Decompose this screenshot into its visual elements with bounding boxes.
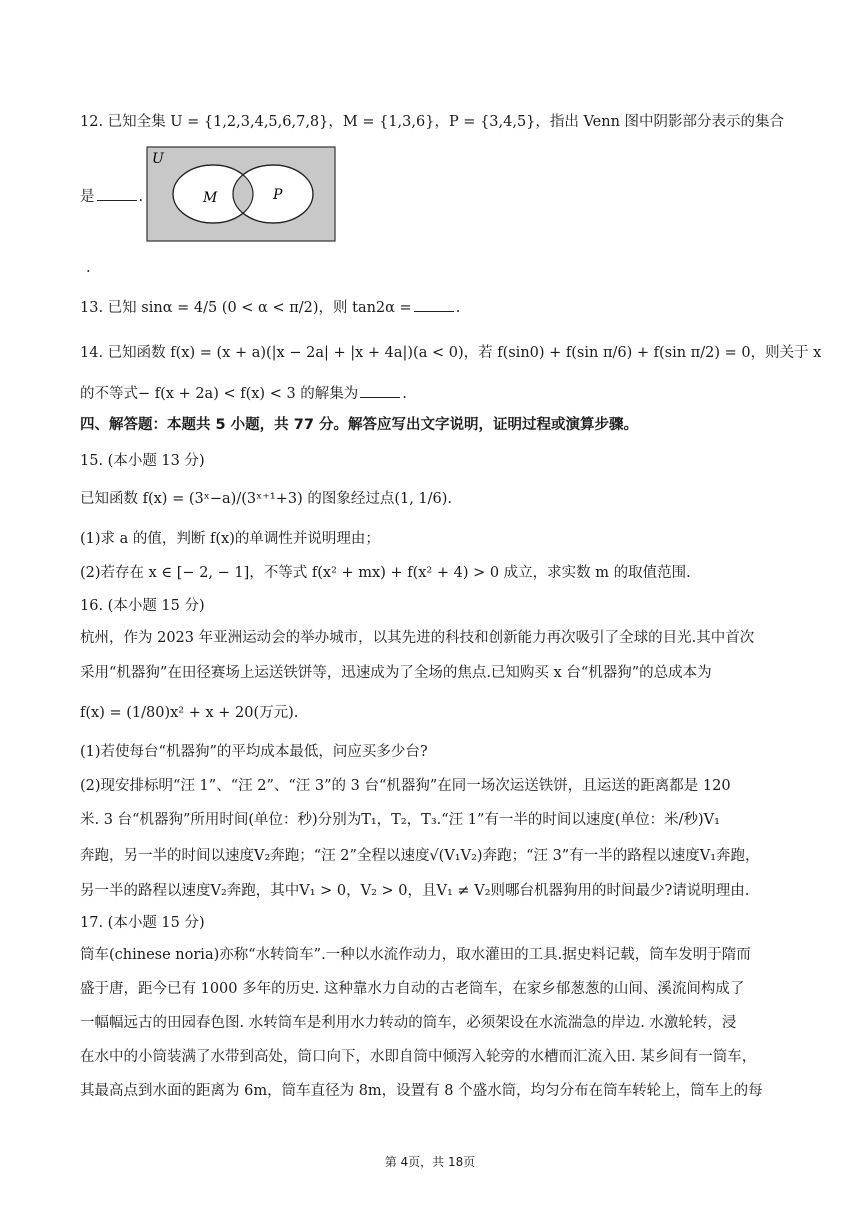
question-12-line-2: 是 . bbox=[80, 186, 143, 207]
question-12-dot: . bbox=[86, 260, 91, 276]
question-17-heading: 17. (本小题 15 分) bbox=[80, 915, 205, 931]
venn-label-p: P bbox=[273, 187, 283, 203]
question-14-line-2: 的不等式− f(x + 2a) < f(x) < 3 的解集为 . bbox=[80, 383, 407, 404]
question-16-line-1: 杭州，作为 2023 年亚洲运动会的举办城市，以其先进的科技和创新能力再次吸引了全球的目光.其中首次 bbox=[80, 630, 755, 646]
question-16-line-2: 采用“机器狗”在田径赛场上运送铁饼等，迅速成为了全场的焦点.已知购买 x 台“机器狗”的总成本为 bbox=[80, 665, 712, 681]
question-16-part-2-a: (2)现安排标明“汪 1”、“汪 2”、“汪 3”的 3 台“机器狗”在同一场次运送铁饼，且运送的距离都是 120 bbox=[80, 778, 731, 794]
question-16-part-2-d: 另一半的路程以速度V₂奔跑，其中V₁ > 0，V₂ > 0，且V₁ ≠ V₂则哪台机器狗用的时间最少?请说明理由. bbox=[80, 883, 750, 899]
question-17-line-2: 盛于唐，距今已有 1000 多年的历史. 这种靠水力自动的古老筒车，在家乡郁葱葱的山间、溪流间构成了 bbox=[80, 981, 745, 997]
venn-diagram bbox=[146, 146, 336, 242]
question-17-line-5: 其最高点到水面的距离为 6m，筒车直径为 8m，设置有 8 个盛水筒，均匀分布在筒车转轮上，筒车上的每 bbox=[80, 1083, 763, 1099]
question-17-line-1: 筒车(chinese noria)亦称“水转筒车”.一种以水流作动力，取水灌田的工具.据史料记载，筒车发明于隋而 bbox=[80, 947, 751, 963]
question-16-heading: 16. (本小题 15 分) bbox=[80, 598, 205, 614]
question-16-part-2-c: 奔跑，另一半的时间以速度V₂奔跑；“汪 2”全程以速度√(V₁V₂)奔跑；“汪 3”有一半的路程以速度V₁奔跑， bbox=[80, 848, 760, 864]
section-4-heading: 四、解答题：本题共 5 小题，共 77 分。解答应写出文字说明，证明过程或演算步骤。 bbox=[80, 417, 638, 433]
question-17-line-3: 一幅幅远古的田园春色图. 水转筒车是利用水力转动的筒车，必须架设在水流湍急的岸边. 水激轮转，浸 bbox=[80, 1015, 737, 1031]
answer-blank bbox=[97, 186, 137, 201]
question-15-stem: 已知函数 f(x) = (3ˣ−a)/(3ˣ⁺¹+3) 的图象经过点(1, 1/6). bbox=[80, 491, 453, 507]
question-16-line-3: f(x) = (1/80)x² + x + 20(万元). bbox=[80, 705, 299, 721]
question-14-line-1: 14. 已知函数 f(x) = (x + a)(|x − 2a| + |x + 4a|)(a < 0)，若 f(sin0) + f(sin π/6) + f(sin π/2) = 0，则关于 x bbox=[80, 345, 822, 361]
venn-label-u: U bbox=[152, 151, 164, 167]
answer-blank bbox=[414, 297, 454, 312]
question-15-heading: 15. (本小题 13 分) bbox=[80, 453, 205, 469]
question-16-part-1: (1)若使每台“机器狗”的平均成本最低，问应买多少台? bbox=[80, 744, 428, 760]
venn-label-m: M bbox=[203, 190, 218, 206]
question-13: 13. 已知 sinα = 4/5 (0 < α < π/2)，则 tan2α = . bbox=[80, 297, 460, 318]
question-15-part-1: (1)求 a 的值，判断 f(x)的单调性并说明理由； bbox=[80, 531, 380, 547]
page-footer: 第 4页，共 18页 bbox=[384, 1155, 476, 1169]
question-17-line-4: 在水中的小筒装满了水带到高处，筒口向下，水即自筒中倾泻入轮旁的水槽而汇流入田. 某乡间有一筒车， bbox=[80, 1049, 757, 1065]
answer-blank bbox=[360, 383, 400, 398]
question-16-part-2-b: 米. 3 台“机器狗”所用时间(单位：秒)分别为T₁，T₂，T₃.“汪 1”有一半的时间以速度(单位：米/秒)V₁ bbox=[80, 812, 720, 828]
question-12-line-1: 12. 已知全集 U = {1,2,3,4,5,6,7,8}，M = {1,3,6}，P = {3,4,5}，指出 Venn 图中阴影部分表示的集合 bbox=[80, 114, 785, 130]
question-15-part-2: (2)若存在 x ∈ [− 2, − 1]，不等式 f(x² + mx) + f(x² + 4) > 0 成立，求实数 m 的取值范围. bbox=[80, 565, 691, 581]
